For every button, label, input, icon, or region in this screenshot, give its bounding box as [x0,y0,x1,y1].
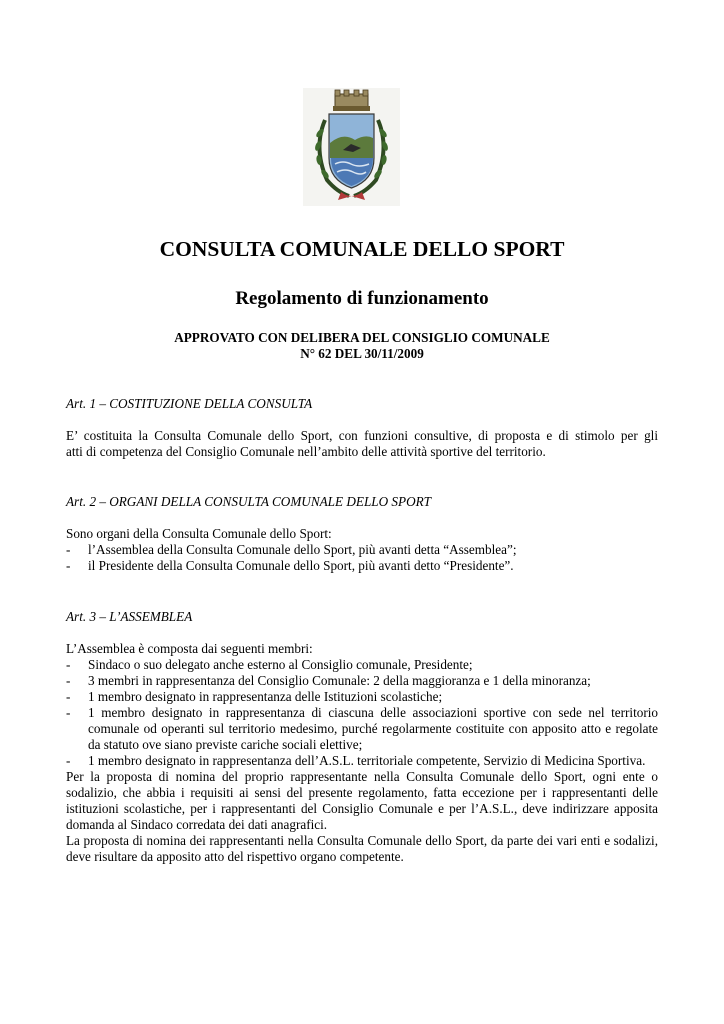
list-dash: - [66,689,71,704]
art2-body [66,526,658,574]
art1-text-line-2: atti di competenza del Consiglio Comunale nell’ambito delle attività sportive del territorio. [66,444,546,459]
document-subtitle: Regolamento di funzionamento [235,288,489,309]
list-dash: - [66,705,71,720]
list-item-text: l’Assemblea della Consulta Comunale dello Sport, più avanti detta “Assemblea”; [88,542,517,557]
list-item [66,657,658,673]
list-item-text: il Presidente della Consulta Comunale dello Sport, più avanti detto “Presidente”. [88,558,514,573]
document-title: CONSULTA COMUNALE DELLO SPORT [159,237,565,261]
crest-drawing [303,88,400,206]
approval-line-2: N° 62 DEL 30/11/2009 [300,346,424,361]
list-item [66,705,658,753]
art3-heading: Art. 3 – L’ASSEMBLEA [66,609,193,624]
list-item-text: 1 membro designato in rappresentanza delle Istituzioni scolastiche; [88,689,443,704]
list-dash: - [66,542,71,557]
art3-paragraph-1: Per la proposta di nomina del proprio rappresentante nella Consulta Comunale dello Sport, ogni ente o sodalizio, che abbia i requisiti ai sensi del presente regolamento, fatta eccezione per i rappresentanti delle istituzioni scolastiche, per i rappresentanti del Consiglio Comunale e per l’A.S.L., deve indirizzare apposita domanda al Sindaco corredata dei dati anagrafici. [66,769,658,832]
list-item-text: 1 membro designato in rappresentanza dell’A.S.L. territoriale competente, Servizio di Medicina Sportiva. [88,753,646,768]
art1-heading: Art. 1 – COSTITUZIONE DELLA CONSULTA [66,396,313,411]
list-dash: - [66,657,71,672]
list-dash: - [66,753,71,768]
art3-paragraph-2: La proposta di nomina dei rappresentanti nella Consulta Comunale dello Sport, da parte dei vari enti e sodalizi, deve risultare da apposito atto del rispettivo organo competente. [66,833,658,864]
list-item [66,542,658,558]
art1-text-line-1: E’ costituita la Consulta Comunale dello Sport, con funzioni consultive, di proposta e di stimolo per gli [66,428,658,443]
art3-intro: L’Assemblea è composta dai seguenti membri: [66,641,313,656]
list-dash: - [66,673,71,688]
list-item [66,689,658,705]
list-dash: - [66,558,71,573]
municipal-crest-icon [303,88,400,206]
art1-body [66,428,658,460]
list-item-text: 3 membri in rappresentanza del Consiglio Comunale: 2 della maggioranza e 1 della minoranza; [88,673,591,688]
list-item [66,558,658,574]
art2-intro: Sono organi della Consulta Comunale dello Sport: [66,526,332,541]
list-item-text: 1 membro designato in rappresentanza di ciascuna delle associazioni sportive con sede nel territorio comunale od operanti sul territorio medesimo, purché regolarmente costituite con apposito atto e regolate da statuto ove siano previste cariche sociali elettive; [88,705,658,752]
list-item-text: Sindaco o suo delegato anche esterno al Consiglio comunale, Presidente; [88,657,473,672]
list-item [66,753,658,769]
art3-body [66,641,658,865]
list-item [66,673,658,689]
art2-heading: Art. 2 – ORGANI DELLA CONSULTA COMUNALE DELLO SPORT [66,494,431,509]
approval-line-1: APPROVATO CON DELIBERA DEL CONSIGLIO COMUNALE [174,330,550,345]
approval-note [0,330,724,362]
